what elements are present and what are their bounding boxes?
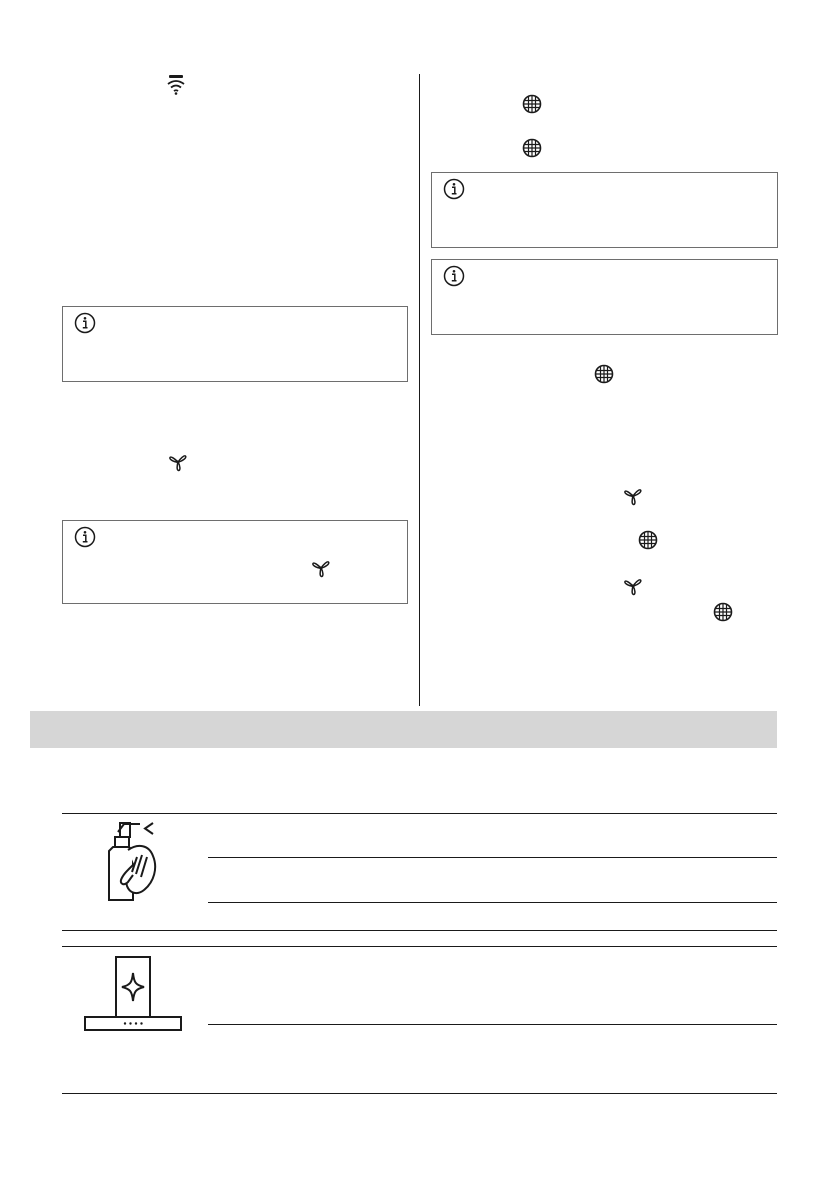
- table-rule-mid-1: [62, 930, 777, 931]
- grid-filter-icon: [713, 602, 733, 622]
- grid-filter-icon: [522, 138, 542, 158]
- grid-filter-icon: [594, 364, 614, 384]
- grid-filter-icon: [522, 94, 542, 114]
- table-rule-inner-3: [208, 1024, 777, 1025]
- column-divider: [419, 74, 420, 706]
- section-header-band: [30, 711, 777, 748]
- info-note-box-3: [431, 172, 778, 248]
- info-note-box-1: [62, 306, 408, 382]
- cooker-hood-icon: [84, 955, 182, 1033]
- info-note-box-4: [431, 259, 778, 335]
- info-icon: [443, 265, 465, 287]
- table-rule-bottom: [62, 1093, 777, 1094]
- grid-filter-icon: [638, 530, 658, 550]
- spray-bottle-cloth-icon: [104, 820, 162, 904]
- fan-icon: [311, 556, 331, 578]
- wifi-signal-icon: [166, 74, 186, 96]
- info-icon: [74, 312, 96, 334]
- table-rule-mid-2: [62, 946, 777, 947]
- table-rule-top: [62, 813, 777, 814]
- info-icon: [443, 178, 465, 200]
- fan-icon: [168, 450, 188, 472]
- table-rule-inner-1: [208, 857, 777, 858]
- info-note-box-2: [62, 520, 408, 604]
- fan-icon: [623, 484, 643, 506]
- fan-icon: [623, 574, 643, 596]
- info-icon: [74, 526, 96, 548]
- table-rule-inner-2: [208, 902, 777, 903]
